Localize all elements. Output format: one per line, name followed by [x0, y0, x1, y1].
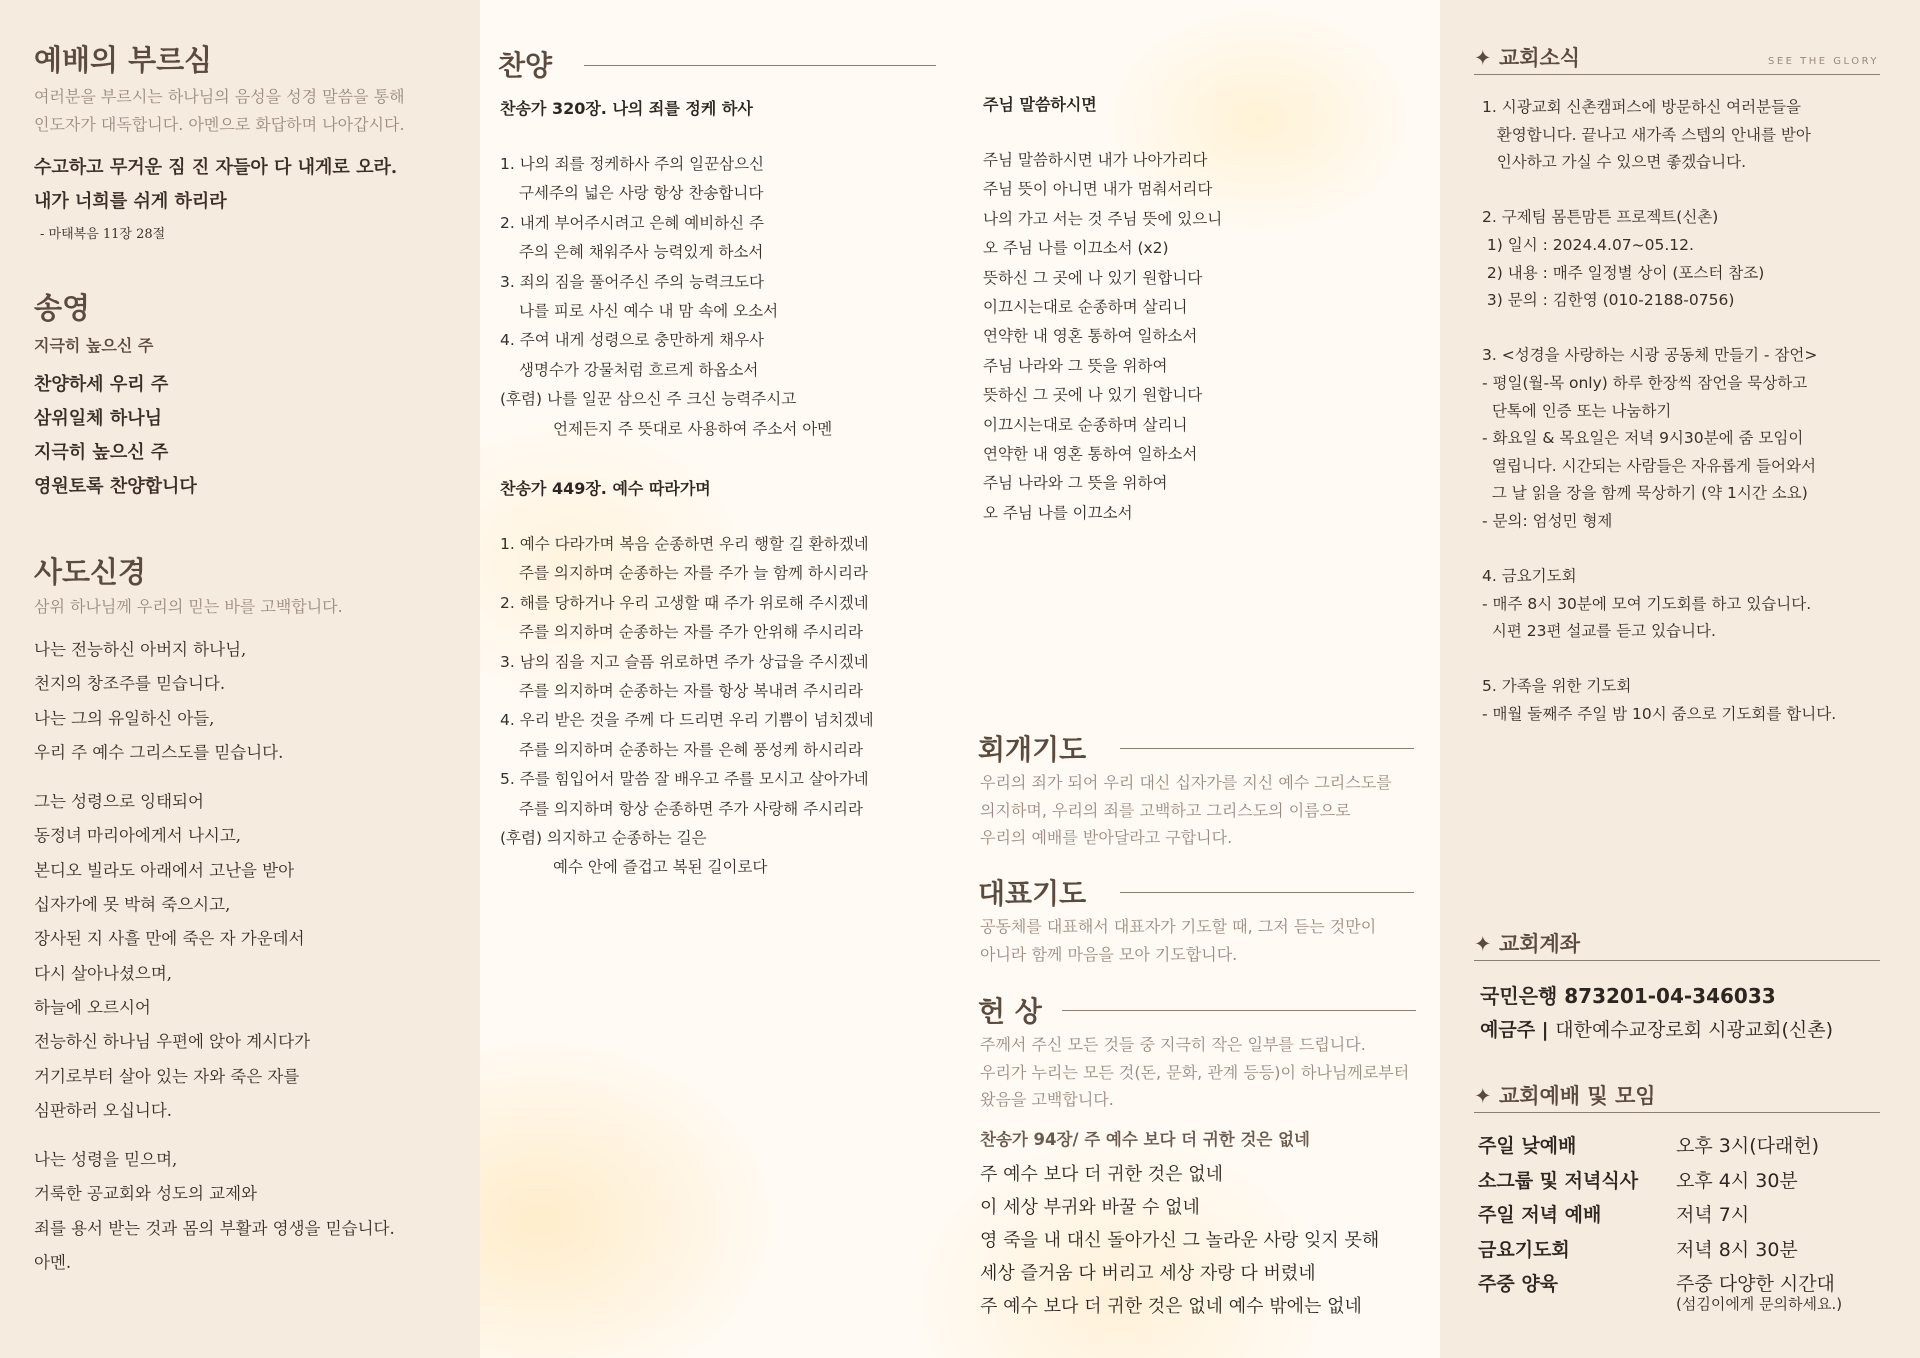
- left-column: [0, 0, 480, 1358]
- lyric-line: 오 주님 나를 이끄소서: [983, 503, 1133, 522]
- lyric-line: 연약한 내 영혼 통하여 일하소서: [983, 327, 1198, 346]
- creed-line: 그는 성령으로 잉태되어: [34, 792, 204, 812]
- lyric-line: 이끄시는대로 순종하며 살리니: [983, 415, 1188, 434]
- lyric-line: 세상 즐거움 다 버리고 세상 자랑 다 버렸네: [980, 1263, 1316, 1284]
- lyric-line: 생명수가 강물처럼 흐르게 하옵소서: [519, 360, 759, 379]
- worship-schedule-table: [1478, 1131, 1878, 1313]
- news-line: [1482, 315, 1836, 343]
- praise-title: 찬양: [498, 49, 553, 82]
- star-icon: ✦: [1474, 46, 1492, 70]
- schedule-note: (섬김이에게 문의하세요.): [1676, 1295, 1843, 1313]
- scripture-verse: [34, 151, 480, 219]
- creed-line: 장사된 지 사흘 만에 죽은 자 가운데서: [34, 929, 305, 949]
- lyric-line: 이끄시는대로 순종하며 살리니: [983, 298, 1188, 317]
- hymn-449-lyrics: [500, 530, 874, 883]
- creed-line: 다시 살아나셨으며,: [34, 963, 173, 983]
- creed-line: 거기로부터 살아 있는 자와 죽은 자를: [34, 1066, 300, 1086]
- rep-prayer-divider: [1120, 892, 1414, 893]
- lyric-line: 나를 피로 사신 예수 내 맘 속에 오소서: [519, 302, 779, 321]
- lyric-line: (후렴) 의지하고 순종하는 길은: [500, 829, 707, 848]
- lyric-line: 이 세상 부귀와 바꿀 수 없네: [980, 1197, 1200, 1218]
- confession-divider: [1120, 748, 1414, 749]
- creed-line: 아멘.: [34, 1253, 72, 1273]
- rep-prayer-desc: [980, 913, 1376, 968]
- lyric-line: 지극히 높으신 주: [34, 442, 169, 463]
- creed-line: 전능하신 하나님 우편에 앉아 계시다가: [34, 1032, 311, 1052]
- lyric-line: 1. 나의 죄를 정케하사 주의 일꾼삼으신: [500, 155, 765, 173]
- lyric-line: 주 예수 보다 더 귀한 것은 없네: [980, 1164, 1223, 1185]
- song-lyrics: [983, 146, 1222, 528]
- lyric-line: 예수 안에 즐겁고 복된 길이로다: [553, 858, 768, 877]
- desc-line: 의지하며, 우리의 죄를 고백하고 그리스도의 이름으로: [980, 800, 1351, 820]
- schedule-time: 저녁 8시 30분: [1676, 1238, 1798, 1261]
- see-the-glory-tag: SEE THE GLORY: [1768, 56, 1880, 67]
- schedule-time: 주중 다양한 시간대: [1676, 1273, 1835, 1295]
- desc-line: 왔음을 고백합니다.: [980, 1090, 1114, 1109]
- creed-line: 우리 주 예수 그리스도를 믿습니다.: [34, 742, 284, 762]
- lyric-line: 주를 의지하며 순종하는 자를 주가 안위해 주시리라: [519, 623, 863, 642]
- lyric-line: 4. 주여 내게 성령으로 충만하게 채우사: [500, 331, 765, 350]
- call-to-worship-desc: [34, 83, 480, 139]
- lyric-line: 연약한 내 영혼 통하여 일하소서: [983, 445, 1198, 464]
- apostles-creed-desc: 삼위 하나님께 우리의 믿는 바를 고백합니다.: [34, 597, 343, 616]
- lyric-line: 오 주님 나를 이끄소서 (x2): [983, 239, 1169, 258]
- church-news-divider: [1474, 74, 1880, 75]
- offering-divider: [1062, 1010, 1416, 1011]
- star-icon: ✦: [1474, 932, 1492, 956]
- lyric-line: 주를 의지하며 항상 순종하면 주가 사랑해 주시리라: [519, 799, 863, 818]
- lyric-line: 주님 뜻이 아니면 내가 멈춰서리다: [983, 180, 1213, 199]
- schedule-row: [1478, 1166, 1878, 1201]
- lyric-line: 주님 나라와 그 뜻을 위하여: [983, 356, 1168, 375]
- lyric-line: (후렴) 나를 일꾼 삼으신 주 크신 능력주시고: [500, 390, 797, 409]
- account-holder-row: [1480, 1015, 1833, 1042]
- desc-line: 아니라 함께 마음을 모아 기도합니다.: [980, 944, 1238, 964]
- creed-line: 천지의 창조주를 믿습니다.: [34, 674, 226, 694]
- church-account-divider: [1474, 960, 1880, 961]
- worship-schedule-divider: [1474, 1112, 1880, 1113]
- song-title: 주님 말씀하시면: [983, 95, 1097, 114]
- lyric-line: 주님 나라와 그 뜻을 위하여: [983, 474, 1168, 493]
- apostles-creed-title: 사도신경: [34, 555, 147, 589]
- star-icon: ✦: [1474, 1084, 1492, 1108]
- scripture-reference: - 마태복음 11장 28절: [40, 227, 166, 242]
- lyric-line: 주를 의지하며 순종하는 자를 은혜 풍성케 하시리라: [519, 740, 863, 759]
- news-line: - 평일(월-목 only) 하루 한장씩 잠언을 묵상하고: [1482, 373, 1808, 392]
- desc-line: 우리가 누리는 모든 것(돈, 문화, 관계 등등)이 하나님께로부터: [980, 1062, 1410, 1082]
- news-line: 그 날 읽을 장을 함께 묵상하기 (약 1시간 소요): [1482, 484, 1808, 503]
- creed-line: 하늘에 오르시어: [34, 997, 151, 1017]
- lyric-line: 영원토록 찬양합니다: [34, 476, 197, 497]
- schedule-name: 주일 저녁 예배: [1478, 1204, 1602, 1226]
- lyric-line: 찬양하세 우리 주: [34, 374, 169, 395]
- lyric-line: 2. 해를 당하거나 우리 고생할 때 주가 위로해 주시겠네: [500, 593, 869, 612]
- church-account-title: [1474, 928, 1580, 958]
- news-line: 환영합니다. 끝나고 새가족 스텝의 안내를 받아: [1482, 125, 1811, 144]
- schedule-name: 주일 낮예배: [1478, 1135, 1577, 1157]
- confession-title: 회개기도: [978, 733, 1087, 766]
- offering-hymn-title: 찬송가 94장/ 주 예수 보다 더 귀한 것은 없네: [980, 1130, 1310, 1149]
- creed-line: 동정녀 마리아에게서 나시고,: [34, 826, 242, 846]
- lyric-line: 3. 남의 짐을 지고 슬픔 위로하면 주가 상급을 주시겠네: [500, 652, 869, 671]
- hymn-320-lyrics: [500, 150, 832, 444]
- schedule-row: [1478, 1200, 1878, 1235]
- praise-divider: [584, 65, 936, 66]
- lyric-line: 주를 의지하며 순종하는 자를 주가 늘 함께 하시리라: [519, 564, 868, 583]
- schedule-name: 소그룹 및 저녁식사: [1478, 1169, 1639, 1192]
- creed-line: 거룩한 공교회와 성도의 교제와: [34, 1184, 257, 1204]
- worship-schedule-label: 교회예배 및 모임: [1498, 1084, 1656, 1108]
- news-line: 4. 금요기도회: [1482, 567, 1577, 586]
- lyric-line: 1. 예수 다라가며 복음 순종하면 우리 행할 길 환하겠네: [500, 535, 869, 553]
- news-line: 2) 내용 : 매주 일정별 상이 (포스터 참조): [1482, 263, 1765, 282]
- news-line: 단톡에 인증 또는 나눔하기: [1482, 401, 1672, 420]
- church-account-label: 교회계좌: [1498, 932, 1581, 956]
- lyric-line: 구세주의 넓은 사랑 항상 찬송합니다: [519, 184, 764, 203]
- verse-line: 내가 너희를 쉬게 하리라: [34, 191, 227, 212]
- desc-line: 인도자가 대독합니다. 아멘으로 화답하며 나아갑시다.: [34, 115, 405, 134]
- news-line: 3. <성경을 사랑하는 시광 공동체 만들기 - 잠언>: [1482, 346, 1818, 365]
- church-news-label: 교회소식: [1498, 46, 1581, 70]
- news-line: - 매월 둘째주 주일 밤 10시 줌으로 기도회를 합니다.: [1482, 705, 1837, 724]
- desc-line: 주께서 주신 모든 것들 중 지극히 작은 일부를 드립니다.: [980, 1035, 1366, 1054]
- creed-line: 십자가에 못 박혀 죽으시고,: [34, 895, 231, 915]
- schedule-time: 오후 4시 30분: [1676, 1169, 1798, 1192]
- lyric-line: 4. 우리 받은 것을 주께 다 드리면 우리 기쁨이 넘치겠네: [500, 711, 874, 730]
- schedule-name: 금요기도회: [1478, 1238, 1570, 1261]
- lyric-line: 주 예수 보다 더 귀한 것은 없네 예수 밖에는 없네: [980, 1296, 1362, 1317]
- desc-line: 공동체를 대표해서 대표자가 기도할 때, 그저 듣는 것만이: [980, 917, 1377, 936]
- news-line: 3) 문의 : 김한영 (010-2188-0756): [1482, 291, 1735, 310]
- church-news-list: [1482, 94, 1836, 729]
- creed-line: 나는 성령을 믿으며,: [34, 1150, 178, 1170]
- news-line: [1482, 177, 1836, 205]
- lyric-line: 영 죽을 내 대신 돌아가신 그 놀라운 사랑 잊지 못해: [980, 1230, 1380, 1251]
- news-line: 2. 구제팀 몸튼맘튼 프로젝트(신촌): [1482, 208, 1719, 227]
- apostles-creed-text: [34, 633, 480, 1280]
- creed-line: 본디오 빌라도 아래에서 고난을 받아: [34, 860, 295, 880]
- desc-line: 우리의 죄가 되어 우리 대신 십자가를 지신 예수 그리스도를: [980, 773, 1392, 792]
- news-line: 시편 23편 설교를 듣고 있습니다.: [1482, 622, 1716, 641]
- schedule-name: 주중 양육: [1478, 1273, 1559, 1295]
- lyric-line: 나의 가고 서는 것 주님 뜻에 있으니: [983, 209, 1223, 228]
- lyric-line: 뜻하신 그 곳에 나 있기 원합니다: [983, 268, 1203, 287]
- news-line: - 문의: 엄성민 형제: [1482, 511, 1613, 530]
- offering-hymn-lyrics: [980, 1158, 1379, 1323]
- verse-line: 수고하고 무거운 짐 진 자들아 다 내게로 오라.: [34, 157, 398, 178]
- doxology-lyrics: [34, 368, 480, 504]
- desc-line: 여러분을 부르시는 하나님의 음성을 성경 말씀을 통해: [34, 87, 405, 106]
- lyric-line: 주를 의지하며 순종하는 자를 항상 복내려 주시리라: [519, 682, 863, 701]
- lyric-line: 5. 주를 힘입어서 말씀 잘 배우고 주를 모시고 살아가네: [500, 770, 869, 789]
- account-holder: 대한예수교장로회 시광교회(신촌): [1555, 1019, 1834, 1041]
- lyric-line: 삼위일체 하나님: [34, 408, 162, 429]
- creed-line: 나는 전능하신 아버지 하나님,: [34, 640, 247, 659]
- news-line: [1482, 646, 1836, 674]
- hymn-320-title: 찬송가 320장. 나의 죄를 정케 하사: [500, 99, 753, 118]
- desc-line: 우리의 예배를 받아달라고 구합니다.: [980, 828, 1233, 847]
- offering-desc: [980, 1031, 1409, 1114]
- news-line: 1. 시광교회 신촌캠퍼스에 방문하신 여러분들을: [1482, 98, 1801, 116]
- lyric-line: 3. 죄의 짐을 풀어주신 주의 능력크도다: [500, 272, 765, 291]
- call-to-worship-title: 예배의 부르심: [34, 43, 213, 77]
- doxology-title: 송영: [34, 291, 91, 325]
- lyric-line: 주의 은혜 채워주사 능력있게 하소서: [519, 243, 764, 262]
- creed-line: 심판하러 오십니다.: [34, 1100, 173, 1120]
- worship-schedule-title: [1474, 1080, 1656, 1110]
- news-line: 인사하고 가실 수 있으면 좋겠습니다.: [1482, 153, 1747, 172]
- news-line: 1) 일시 : 2024.4.07~05.12.: [1482, 235, 1694, 254]
- creed-line: 죄를 용서 받는 것과 몸의 부활과 영생을 믿습니다.: [34, 1218, 395, 1238]
- confession-desc: [980, 769, 1392, 852]
- church-news-title: [1474, 42, 1580, 72]
- news-line: 5. 가족을 위한 기도회: [1482, 677, 1632, 696]
- news-line: - 매주 8시 30분에 모여 기도회를 하고 있습니다.: [1482, 594, 1812, 613]
- rep-prayer-title: 대표기도: [978, 877, 1087, 910]
- account-holder-label: 예금주 |: [1480, 1019, 1556, 1041]
- schedule-time: 오후 3시(다래헌): [1676, 1135, 1820, 1157]
- news-line: 열립니다. 시간되는 사람들은 자유롭게 들어와서: [1482, 456, 1816, 475]
- schedule-row: [1478, 1131, 1878, 1166]
- lyric-line: 언제든지 주 뜻대로 사용하여 주소서 아멘: [553, 419, 833, 438]
- hymn-449-title: 찬송가 449장. 예수 따라가며: [500, 479, 711, 498]
- news-line: - 화요일 & 목요일은 저녁 9시30분에 줌 모임이: [1482, 429, 1804, 448]
- bank-account-number: 국민은행 873201-04-346033: [1480, 984, 1776, 1008]
- lyric-line: 뜻하신 그 곳에 나 있기 원합니다: [983, 386, 1203, 405]
- doxology-subtitle: 지극히 높으신 주: [34, 336, 154, 355]
- lyric-line: 주님 말씀하시면 내가 나아가리다: [983, 151, 1208, 169]
- lyric-line: 2. 내게 부어주시려고 은혜 예비하신 주: [500, 213, 765, 232]
- schedule-time: 저녁 7시: [1676, 1204, 1750, 1226]
- schedule-row: [1478, 1269, 1878, 1313]
- schedule-row: [1478, 1235, 1878, 1270]
- offering-title: 헌 상: [978, 995, 1042, 1028]
- creed-line: 나는 그의 유일하신 아들,: [34, 708, 215, 728]
- news-line: [1482, 536, 1836, 564]
